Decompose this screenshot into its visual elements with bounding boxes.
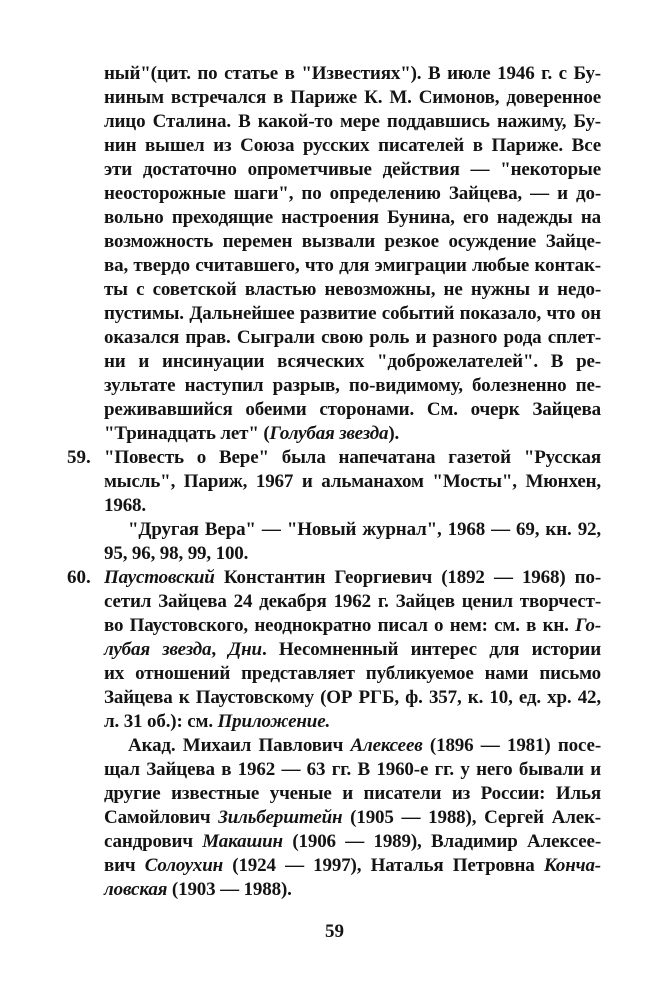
person-name: Зильберштейн <box>218 807 343 828</box>
book-title: Го- <box>575 615 601 636</box>
text-line: лицо Сталина. В какой-то мере поддавшись нажиму, Бу- <box>104 111 601 132</box>
text-line: щал Зайцева в 1962 — 63 гг. В 1960-е гг. у него бывали и <box>104 759 601 780</box>
text-line: сетил Зайцева 24 декабря 1962 г. Зайцев ценил творчест- <box>104 591 601 612</box>
text-line: мысль", Париж, 1967 и альманахом "Мосты", Мюнхен, <box>104 471 601 492</box>
text-line: возможность перемен вызвали резкое осуждение Зайце- <box>104 231 601 252</box>
appendix-reference: Приложение. <box>217 711 331 732</box>
text-fragment: (1903 — 1988). <box>167 879 292 900</box>
text-fragment: (1924 — 1997), Наталья Петровна <box>223 855 544 876</box>
text-line: ниным встречался в Париже К. М. Симонов, доверенное <box>104 87 601 108</box>
text-line <box>104 854 601 878</box>
text-fragment: во Паустовского, неоднократно писал о нем: см. в кн. <box>104 615 576 636</box>
text-line <box>104 878 601 902</box>
text-line: неосторожные шаги", по определению Зайцева, — и до- <box>104 183 601 204</box>
text-line: ты с советской властью невозможны, не нужны и недо- <box>104 279 601 300</box>
text-fragment: л. 31 об.): см. <box>104 711 218 732</box>
text-line: "Другая Вера" — "Новый журнал", 1968 — 69, кн. 92, <box>128 519 601 540</box>
text-fragment: Константин Георгиевич (1892 — 1968) по- <box>214 567 601 588</box>
text-line <box>104 638 601 662</box>
text-line <box>104 566 601 590</box>
text-fragment: , <box>211 639 229 660</box>
text-line: ва, твердо считавшего, что для эмиграции любые контак- <box>104 255 601 276</box>
text-line: другие известные ученые и писатели из России: Илья <box>104 783 601 804</box>
book-title: Голубая звезда <box>269 423 389 444</box>
text-fragment: ). <box>388 423 400 444</box>
text-line <box>104 710 601 734</box>
person-name: Паустовский <box>104 567 215 588</box>
text-fragment: "Тринадцать лет" ( <box>104 423 270 444</box>
text-line: "Повесть о Вере" была напечатана газетой "Русская <box>104 447 601 468</box>
text-line: зультате наступил разрыв, по-видимому, болезненно пе- <box>104 375 601 396</box>
text-line: их отношений представляет публикуемое нами письмо <box>104 663 601 684</box>
text-line: 95, 96, 98, 99, 100. <box>104 543 249 564</box>
text-fragment: Самойлович <box>104 807 219 828</box>
text-fragment: вич <box>104 855 145 876</box>
text-line: ный"(цит. по статье в "Известиях"). В июле 1946 г. с Бу- <box>104 63 601 84</box>
text-line: 1968. <box>104 495 147 516</box>
person-name: Солоухин <box>144 855 224 876</box>
book-title: Дни <box>228 639 262 660</box>
note-number: 60. <box>67 567 91 588</box>
note-number: 59. <box>67 447 91 468</box>
text-fragment: сандрович <box>104 831 203 852</box>
text-line <box>104 614 601 638</box>
person-name: Конча- <box>543 855 601 876</box>
text-line: эти достаточно опрометчивые действия — "некоторые <box>104 159 601 180</box>
person-name: ловская <box>104 879 168 900</box>
text-line <box>128 734 601 758</box>
text-line: оказался прав. Сыграли свою роль и разного рода сплет- <box>104 327 601 348</box>
text-fragment: . Несомненный интерес для истории <box>261 639 601 660</box>
person-name: Алексеев <box>350 735 423 756</box>
page-number: 59 <box>325 921 344 942</box>
text-line: нин вышел из Союза русских писателей в Париже. Все <box>104 135 601 156</box>
text-fragment: (1905 — 1988), Сергей Алек- <box>342 807 601 828</box>
text-fragment: Акад. Михаил Павлович <box>128 735 351 756</box>
text-line <box>104 806 601 830</box>
text-fragment: (1896 — 1981) посе- <box>422 735 601 756</box>
text-line <box>104 422 601 446</box>
text-line: ни и инсинуации всяческих "доброжелателей". В ре- <box>104 351 601 372</box>
text-line <box>104 830 601 854</box>
text-line: вольно преходящие настроения Бунина, его надежды на <box>104 207 601 228</box>
text-line: реживавшийся обеими сторонами. См. очерк Зайцева <box>104 399 601 420</box>
book-title: лубая звезда <box>104 639 212 660</box>
text-line: пустимы. Дальнейшее развитие событий показало, что он <box>104 303 601 324</box>
person-name: Макашин <box>202 831 283 852</box>
text-fragment: (1906 — 1989), Владимир Алексее- <box>282 831 601 852</box>
text-line: Зайцева к Паустовскому (ОР РГБ, ф. 357, к. 10, ед. хр. 42, <box>104 687 601 708</box>
